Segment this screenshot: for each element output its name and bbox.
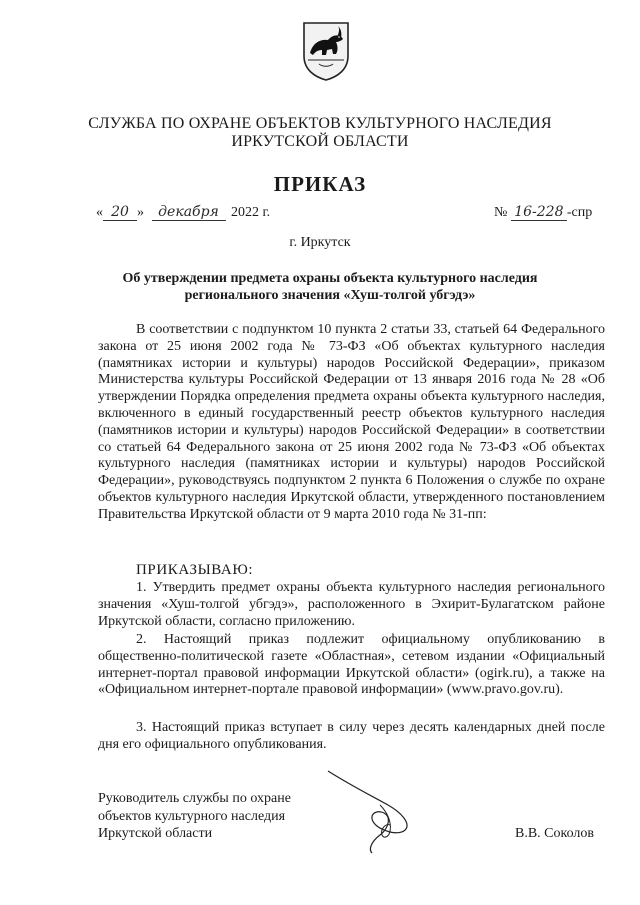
- document-heading: [100, 270, 560, 304]
- order-item-1: 1. Утвердить предмет охраны объекта культурного наследия регионального значения «Хуш-толгой убгэдэ», расположенного в Эхирит-Булагатском районе Иркутской области, согласно приложению.: [98, 580, 605, 629]
- heading-line-2: регионального значения «Хуш-толгой убгэдэ»: [184, 288, 476, 303]
- number-prefix: №: [494, 205, 508, 220]
- organization-region: ИРКУТСКОЙ ОБЛАСТИ: [231, 133, 409, 150]
- signatory-line-2: объектов культурного наследия: [98, 808, 286, 824]
- organization-name: СЛУЖБА ПО ОХРАНЕ ОБЪЕКТОВ КУЛЬТУРНОГО НАСЛЕДИЯ: [88, 115, 552, 132]
- date-month: декабря: [152, 204, 226, 221]
- date-close-quote: »: [137, 205, 144, 220]
- heading-line-1: Об утверждении предмета охраны объекта культурного наследия: [122, 271, 538, 286]
- number-suffix: -спр: [566, 205, 593, 220]
- document-number: [494, 204, 592, 221]
- date-year: 2022 г.: [231, 205, 271, 220]
- document-city: г. Иркутск: [289, 235, 351, 250]
- date-open-quote: «: [96, 205, 103, 220]
- document-title: ПРИКАЗ: [273, 172, 367, 196]
- order-item-3: 3. Настоящий приказ вступает в силу через десять календарных дней после дня его официального опубликования.: [98, 720, 605, 752]
- order-item-2: 2. Настоящий приказ подлежит официальному опубликованию в общественно-политической газете «Областная», сетевом издании «Официальный интернет-портал правовой информации Иркутской области» (ogirk.ru), а также на «Официальном интернет-портале правовой информации» (www.pravo.gov.ru).: [98, 632, 605, 698]
- handwritten-signature-icon: [310, 765, 420, 855]
- number-value: 16-228: [511, 204, 567, 221]
- signatory-position: [98, 790, 328, 843]
- preamble-paragraph: В соответствии с подпунктом 10 пункта 2 статьи 33, статьей 64 Федерального закона от 25 июня 2002 года № 73-ФЗ «Об объектах культурного наследия (памятниках истории и культуры) народов Российской Федерации», приказом Министерства культуры Российской Федерации от 13 января 2016 года № 28 «Об утверждении Порядка определения предмета охраны объекта культурного наследия, включенного в единый государственный реестр объектов культурного наследия (памятников истории и культуры) народов Российской Федерации» в соответствии со статьей 64 Федерального закона от 25 июня 2002 года № 73-ФЗ «Об объектах культурного наследия (памятниках истории и культуры) народов Российской Федерации», руководствуясь подпунктом 2 пункта 6 Положения о службе по охране объектов культурного наследия Иркутской области, утвержденного постановлением Правительства Иркутской области от 9 марта 2010 года № 31-пп:: [98, 322, 605, 522]
- signatory-name: В.В. Соколов: [515, 826, 595, 841]
- signatory-line-1: Руководитель службы по охране: [98, 791, 291, 806]
- signatory-line-3: Иркутской области: [98, 826, 213, 841]
- irkutsk-emblem-icon: [301, 20, 351, 82]
- document-date: [96, 204, 270, 221]
- order-word: ПРИКАЗЫВАЮ:: [136, 562, 254, 578]
- date-day: 20: [103, 204, 137, 221]
